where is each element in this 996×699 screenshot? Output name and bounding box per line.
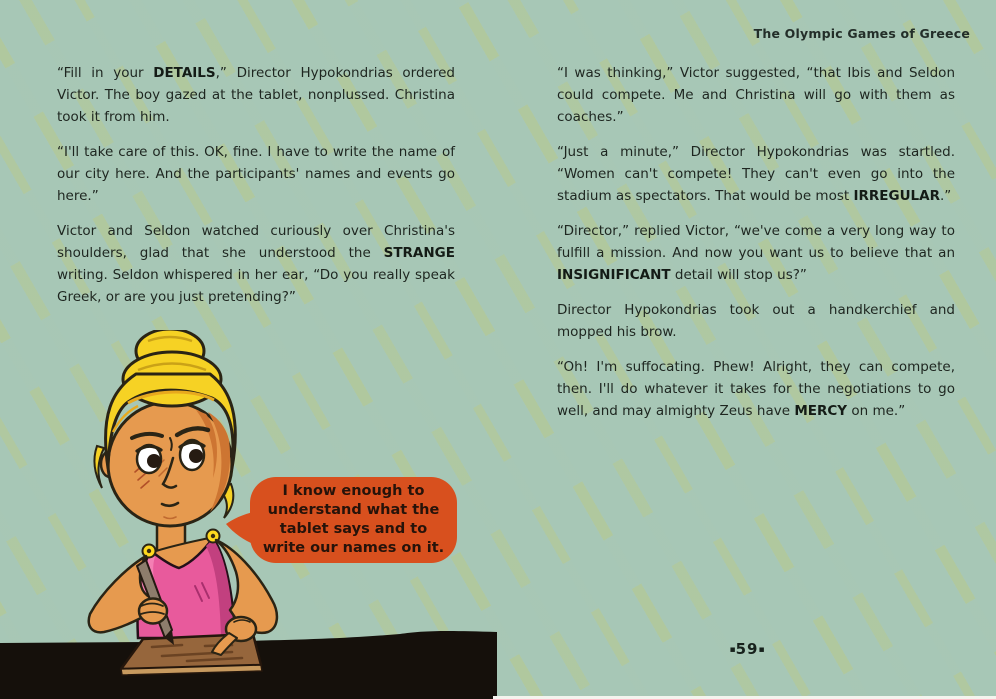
speech-bubble (250, 477, 457, 563)
page-number (498, 640, 996, 658)
story-paragraph: “Director,” replied Victor, “we've come a very long way to fulfill a mission. And now you want us to believe that an INSIGNIFICANT detail will stop us?” (557, 223, 955, 283)
story-paragraph: “Oh! I'm suffocating. Phew! Alright, they can compete, then. I'll do whatever it takes for the negotiations to go well, and may almighty Zeus have MERCY on me.” (557, 359, 955, 419)
page-number-marker: ▪ (729, 645, 736, 655)
story-paragraph: “Just a minute,” Director Hypokondrias was startled. “Women can't compete! They can't even go into the stadium as spectators. That would be most IRREGULAR.” (557, 144, 955, 204)
story-paragraph: Director Hypokondrias took out a handkerchief and mopped his brow. (557, 302, 955, 340)
speech-bubble-text: I know enough to understand what the tablet says and to write our names on it. (262, 483, 445, 556)
running-header: The Olympic Games of Greece (753, 26, 970, 41)
story-paragraph: “I was thinking,” Victor suggested, “that Ibis and Seldon could compete. Me and Christina will go with them as coaches.” (557, 65, 955, 125)
story-paragraph: “Fill in your DETAILS,” Director Hypokondrias ordered Victor. The boy gazed at the tablet, nonplussed. Christina took it from him. (57, 65, 455, 125)
right-page-text-column (557, 62, 955, 435)
left-page-text-column (57, 62, 455, 321)
story-paragraph: Victor and Seldon watched curiously over Christina's shoulders, glad that she understood the STRANGE writing. Seldon whispered in her ear, “Do you really speak Greek, or are you just pretending?” (57, 223, 455, 305)
story-paragraph: “I'll take care of this. OK, fine. I have to write the name of our city here. And the participants' names and events go here.” (57, 144, 455, 204)
page-number-marker: ▪ (758, 645, 765, 655)
writing-hand (139, 599, 167, 624)
page-number-value: 59 (735, 640, 759, 658)
